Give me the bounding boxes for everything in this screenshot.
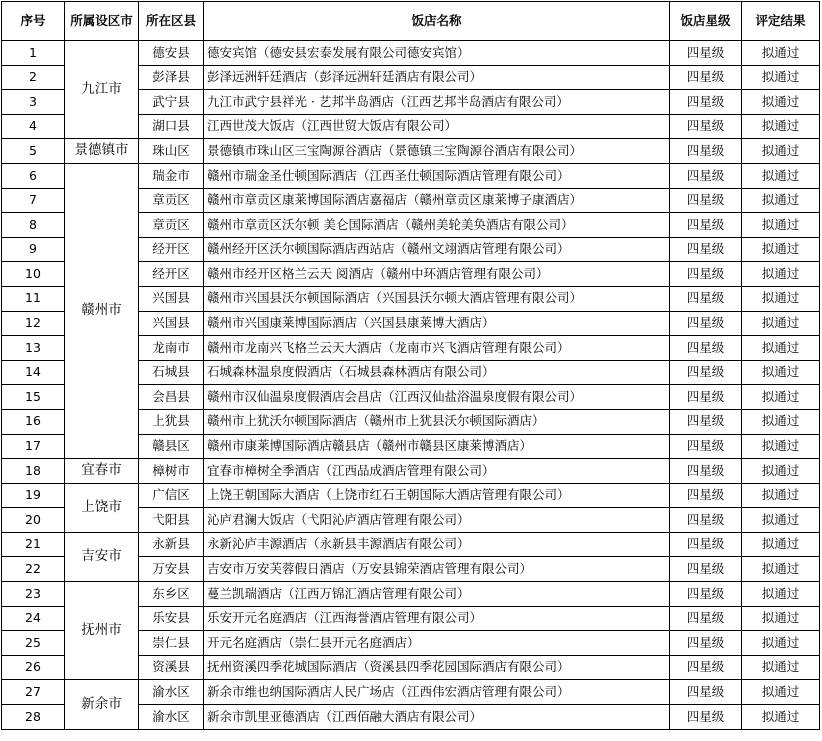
hotel-name-cell: 德安宾馆（德安县宏泰发展有限公司德安宾馆） [204, 41, 670, 66]
hotel-name-cell: 新余市凯里亚德酒店（江西佰融大酒店有限公司） [204, 705, 670, 730]
row-index: 24 [2, 606, 65, 631]
header-result: 评定结果 [742, 2, 820, 41]
row-index: 8 [2, 213, 65, 238]
table-row [2, 139, 820, 164]
district-cell: 赣县区 [139, 434, 204, 459]
district-cell: 经开区 [139, 237, 204, 262]
star-cell: 四星级 [670, 139, 742, 164]
district-cell: 渝水区 [139, 680, 204, 705]
result-cell: 拟通过 [742, 262, 820, 287]
row-index: 28 [2, 705, 65, 730]
star-cell: 四星级 [670, 213, 742, 238]
hotel-name-cell: 赣州经开区沃尔顿国际酒店西站店（赣州文翊酒店管理有限公司） [204, 237, 670, 262]
result-cell: 拟通过 [742, 557, 820, 582]
result-cell: 拟通过 [742, 606, 820, 631]
result-cell: 拟通过 [742, 41, 820, 66]
result-cell: 拟通过 [742, 459, 820, 484]
city-cell: 吉安市 [65, 532, 139, 581]
star-cell: 四星级 [670, 65, 742, 90]
hotel-name-cell: 赣州市龙南兴飞格兰云天大酒店（龙南市兴飞酒店管理有限公司） [204, 336, 670, 361]
table-row [2, 483, 820, 508]
star-cell: 四星级 [670, 459, 742, 484]
header-city: 所属设区市 [65, 2, 139, 41]
hotel-name-cell: 赣州市上犹沃尔顿国际酒店（赣州市上犹县沃尔顿国际酒店） [204, 409, 670, 434]
result-cell: 拟通过 [742, 163, 820, 188]
hotel-name-cell: 赣州市汉仙温泉度假酒店会昌店（江西汉仙盐浴温泉度假有限公司） [204, 385, 670, 410]
result-cell: 拟通过 [742, 508, 820, 533]
star-cell: 四星级 [670, 41, 742, 66]
result-cell: 拟通过 [742, 139, 820, 164]
district-cell: 崇仁县 [139, 631, 204, 656]
star-cell: 四星级 [670, 582, 742, 607]
hotel-name-cell: 上饶王朝国际大酒店（上饶市红石王朝国际大酒店管理有限公司） [204, 483, 670, 508]
table-row [2, 163, 820, 188]
header-row [2, 2, 820, 41]
row-index: 21 [2, 532, 65, 557]
district-cell: 东乡区 [139, 582, 204, 607]
star-cell: 四星级 [670, 90, 742, 115]
hotel-name-cell: 赣州市兴国县沃尔顿国际酒店（兴国县沃尔顿大酒店管理有限公司） [204, 286, 670, 311]
hotel-name-cell: 赣州市瑞金圣仕顿国际酒店（江西圣仕顿国际酒店管理有限公司） [204, 163, 670, 188]
district-cell: 渝水区 [139, 705, 204, 730]
district-cell: 经开区 [139, 262, 204, 287]
district-cell: 广信区 [139, 483, 204, 508]
district-cell: 湖口县 [139, 114, 204, 139]
row-index: 7 [2, 188, 65, 213]
district-cell: 瑞金市 [139, 163, 204, 188]
star-cell: 四星级 [670, 655, 742, 680]
city-cell: 宜春市 [65, 459, 139, 484]
result-cell: 拟通过 [742, 631, 820, 656]
row-index: 13 [2, 336, 65, 361]
city-cell: 景德镇市 [65, 139, 139, 164]
row-index: 4 [2, 114, 65, 139]
hotel-name-cell: 赣州市兴国康莱博国际酒店（兴国县康莱博大酒店） [204, 311, 670, 336]
star-cell: 四星级 [670, 532, 742, 557]
row-index: 20 [2, 508, 65, 533]
district-cell: 上犹县 [139, 409, 204, 434]
hotel-name-cell: 蔓兰凯瑞酒店（江西万锦汇酒店管理有限公司） [204, 582, 670, 607]
row-index: 18 [2, 459, 65, 484]
result-cell: 拟通过 [742, 213, 820, 238]
table-row [2, 680, 820, 705]
district-cell: 章贡区 [139, 188, 204, 213]
city-cell: 赣州市 [65, 163, 139, 458]
district-cell: 弋阳县 [139, 508, 204, 533]
result-cell: 拟通过 [742, 237, 820, 262]
district-cell: 资溪县 [139, 655, 204, 680]
result-cell: 拟通过 [742, 582, 820, 607]
star-cell: 四星级 [670, 237, 742, 262]
row-index: 6 [2, 163, 65, 188]
star-cell: 四星级 [670, 262, 742, 287]
result-cell: 拟通过 [742, 336, 820, 361]
table-row [2, 582, 820, 607]
city-cell: 上饶市 [65, 483, 139, 532]
hotel-name-cell: 彭泽远洲轩廷酒店（彭泽远洲轩廷酒店有限公司） [204, 65, 670, 90]
district-cell: 珠山区 [139, 139, 204, 164]
hotel-name-cell: 沁庐君澜大饭店（弋阳沁庐酒店管理有限公司） [204, 508, 670, 533]
result-cell: 拟通过 [742, 532, 820, 557]
result-cell: 拟通过 [742, 409, 820, 434]
city-cell: 抚州市 [65, 582, 139, 680]
row-index: 16 [2, 409, 65, 434]
result-cell: 拟通过 [742, 483, 820, 508]
result-cell: 拟通过 [742, 680, 820, 705]
result-cell: 拟通过 [742, 114, 820, 139]
hotel-name-cell: 抚州资溪四季花城国际酒店（资溪县四季花园国际酒店有限公司） [204, 655, 670, 680]
result-cell: 拟通过 [742, 705, 820, 730]
district-cell: 万安县 [139, 557, 204, 582]
star-cell: 四星级 [670, 336, 742, 361]
star-cell: 四星级 [670, 360, 742, 385]
header-hotel-name: 饭店名称 [204, 2, 670, 41]
hotel-name-cell: 新余市维也纳国际酒店人民广场店（江西伟宏酒店管理有限公司） [204, 680, 670, 705]
hotel-name-cell: 永新沁庐丰源酒店（永新县丰源酒店有限公司） [204, 532, 670, 557]
result-cell: 拟通过 [742, 360, 820, 385]
star-cell: 四星级 [670, 606, 742, 631]
table-row [2, 532, 820, 557]
row-index: 3 [2, 90, 65, 115]
star-cell: 四星级 [670, 409, 742, 434]
row-index: 12 [2, 311, 65, 336]
hotel-name-cell: 开元名庭酒店（崇仁县开元名庭酒店） [204, 631, 670, 656]
result-cell: 拟通过 [742, 655, 820, 680]
star-cell: 四星级 [670, 680, 742, 705]
star-cell: 四星级 [670, 385, 742, 410]
row-index: 25 [2, 631, 65, 656]
hotel-rating-table [1, 1, 820, 730]
star-cell: 四星级 [670, 483, 742, 508]
star-cell: 四星级 [670, 705, 742, 730]
district-cell: 乐安县 [139, 606, 204, 631]
hotel-name-cell: 赣州市章贡区康莱博国际酒店嘉福店（赣州章贡区康莱博子康酒店） [204, 188, 670, 213]
star-cell: 四星级 [670, 163, 742, 188]
hotel-name-cell: 赣州市经开区格兰云天 阅酒店（赣州中环酒店管理有限公司） [204, 262, 670, 287]
row-index: 19 [2, 483, 65, 508]
district-cell: 章贡区 [139, 213, 204, 238]
result-cell: 拟通过 [742, 188, 820, 213]
result-cell: 拟通过 [742, 65, 820, 90]
star-cell: 四星级 [670, 311, 742, 336]
hotel-name-cell: 景德镇市珠山区三宝陶源谷酒店（景德镇三宝陶源谷酒店有限公司） [204, 139, 670, 164]
district-cell: 会昌县 [139, 385, 204, 410]
result-cell: 拟通过 [742, 434, 820, 459]
hotel-name-cell: 宜春市樟树全季酒店（江西品成酒店管理有限公司） [204, 459, 670, 484]
row-index: 14 [2, 360, 65, 385]
hotel-name-cell: 赣州市章贡区沃尔顿 美仑国际酒店（赣州美轮美奂酒店有限公司） [204, 213, 670, 238]
result-cell: 拟通过 [742, 385, 820, 410]
row-index: 9 [2, 237, 65, 262]
district-cell: 彭泽县 [139, 65, 204, 90]
star-cell: 四星级 [670, 557, 742, 582]
hotel-name-cell: 九江市武宁县祥光 · 艺邦半岛酒店（江西艺邦半岛酒店有限公司） [204, 90, 670, 115]
header-index: 序号 [2, 2, 65, 41]
row-index: 23 [2, 582, 65, 607]
table-row [2, 459, 820, 484]
city-cell: 九江市 [65, 41, 139, 139]
row-index: 17 [2, 434, 65, 459]
district-cell: 龙南市 [139, 336, 204, 361]
district-cell: 德安县 [139, 41, 204, 66]
city-cell: 新余市 [65, 680, 139, 729]
district-cell: 樟树市 [139, 459, 204, 484]
result-cell: 拟通过 [742, 90, 820, 115]
star-cell: 四星级 [670, 508, 742, 533]
district-cell: 石城县 [139, 360, 204, 385]
district-cell: 永新县 [139, 532, 204, 557]
row-index: 22 [2, 557, 65, 582]
star-cell: 四星级 [670, 188, 742, 213]
row-index: 27 [2, 680, 65, 705]
hotel-name-cell: 乐安开元名庭酒店（江西海誉酒店管理有限公司） [204, 606, 670, 631]
header-star: 饭店星级 [670, 2, 742, 41]
star-cell: 四星级 [670, 631, 742, 656]
row-index: 5 [2, 139, 65, 164]
hotel-name-cell: 吉安市万安芙蓉假日酒店（万安县锦荣酒店管理有限公司） [204, 557, 670, 582]
row-index: 10 [2, 262, 65, 287]
row-index: 1 [2, 41, 65, 66]
row-index: 2 [2, 65, 65, 90]
star-cell: 四星级 [670, 114, 742, 139]
star-cell: 四星级 [670, 434, 742, 459]
result-cell: 拟通过 [742, 286, 820, 311]
header-district: 所在区县 [139, 2, 204, 41]
result-cell: 拟通过 [742, 311, 820, 336]
hotel-name-cell: 赣州市康莱博国际酒店赣县店（赣州市赣县区康莱博酒店） [204, 434, 670, 459]
row-index: 26 [2, 655, 65, 680]
table-row [2, 41, 820, 66]
district-cell: 兴国县 [139, 286, 204, 311]
hotel-name-cell: 江西世茂大饭店（江西世贸大饭店有限公司） [204, 114, 670, 139]
hotel-name-cell: 石城森林温泉度假酒店（石城县森林酒店有限公司） [204, 360, 670, 385]
row-index: 11 [2, 286, 65, 311]
row-index: 15 [2, 385, 65, 410]
district-cell: 兴国县 [139, 311, 204, 336]
district-cell: 武宁县 [139, 90, 204, 115]
star-cell: 四星级 [670, 286, 742, 311]
